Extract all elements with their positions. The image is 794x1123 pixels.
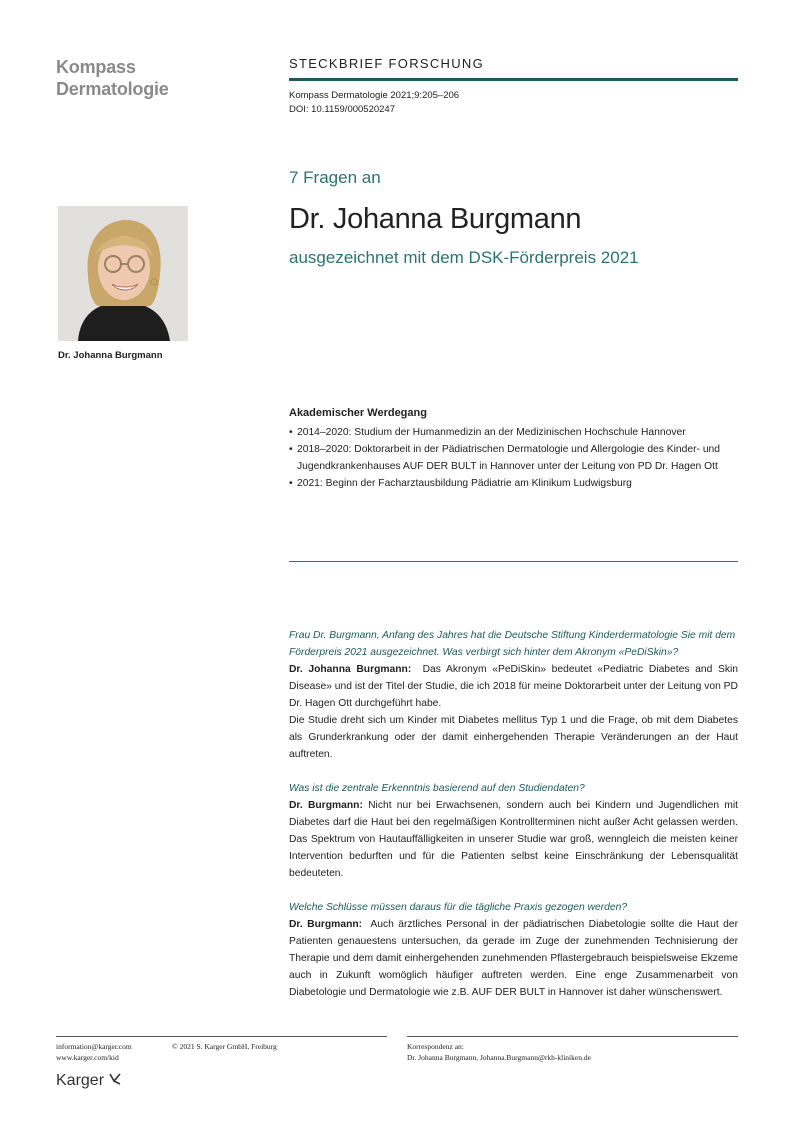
journal-logo xyxy=(56,56,169,100)
speaker-3: Dr. Burgmann: xyxy=(289,919,363,930)
publisher-name: Karger xyxy=(56,1072,105,1089)
page-title: Dr. Johanna Burgmann xyxy=(289,203,582,235)
header-rule xyxy=(289,78,738,81)
question-1: Frau Dr. Burgmann, Anfang des Jahres hat die Deutsche Stiftung Kinderdermatologie Sie mit dem Förderpreis 2021 ausgezeichnet. Was verbirgt sich hinter dem Akronym «PeDiSkin»? xyxy=(289,630,736,658)
section-label: STECKBRIEF FORSCHUNG xyxy=(289,56,485,71)
correspondence-address[interactable]: Dr. Johanna Burgmann, Johanna.Burgmann@rkh-kliniken.de xyxy=(407,1053,591,1062)
footer-web[interactable]: www.karger.com/kid xyxy=(56,1053,119,1062)
footer-copyright: © 2021 S. Karger GmbH, Freiburg xyxy=(172,1042,277,1051)
career-heading: Akademischer Werdegang xyxy=(289,407,427,419)
footer-correspondence xyxy=(407,1041,591,1063)
footer-email[interactable]: information@karger.com xyxy=(56,1042,132,1051)
citation xyxy=(289,89,459,117)
portrait-illustration xyxy=(58,206,188,341)
speaker-2: Dr. Burgmann: xyxy=(289,800,363,811)
portrait-photo xyxy=(58,206,188,341)
career-item: • 2018–2020: Doktorarbeit in der Pädiatrischen Dermatologie und Allergologie des Kinder- und Jugendkrankenhauses AUF DER BULT in Hannover unter der Leitung von PD Dr. Hagen Ott xyxy=(289,444,721,472)
question-3: Welche Schlüsse müssen daraus für die tägliche Praxis gezogen werden? xyxy=(289,902,628,913)
karger-mark-icon xyxy=(108,1072,122,1086)
answer-1b: Die Studie dreht sich um Kinder mit Diabetes mellitus Typ 1 und die Frage, ob mit dem Diabetes als Grunderkrankung oder der damit einhergehenden Therapie Veränderungen an der Haut auftreten. xyxy=(289,715,738,760)
subtitle: ausgezeichnet mit dem DSK-Förderpreis 2021 xyxy=(289,248,639,267)
footer-contact xyxy=(56,1041,132,1063)
interview xyxy=(289,627,738,1001)
career-item: • 2014–2020: Studium der Humanmedizin an der Medizinischen Hochschule Hannover xyxy=(289,427,686,438)
correspondence-label: Korrespondenz an: xyxy=(407,1042,464,1051)
journal-logo-line1: Kompass xyxy=(56,57,136,77)
publisher-logo xyxy=(56,1072,122,1090)
section-divider xyxy=(289,561,738,562)
photo-caption: Dr. Johanna Burgmann xyxy=(58,350,163,361)
career-list xyxy=(289,424,739,492)
answer-1: Dr. Johanna Burgmann: Das Akronym «PeDiSkin» bedeutet «Pediatric Diabetes and Skin Disease» und ist der Titel der Studie, die ich 2018 für meine Doktorarbeit unter der Leitung von PD Dr. Hagen Ott durchgeführt habe. xyxy=(289,664,738,709)
answer-3: Dr. Burgmann: Auch ärztliches Personal in der pädiatrischen Diabetologie sollte die Haut der Patienten genauestens untersuchen, da gerade im Zuge der zunehmenden Technisierung der Therapie und dem damit einhergehenden zunehmenden Pflastergebrauch beispielsweise Ekzeme auch in Zukunft womöglich häufiger auftreten werden. Eine enge Zusammenarbeit von Diabetologie und Dermatologie wie z.B. AUF DER BULT in Hannover ist daher wünschenswert. xyxy=(289,919,738,998)
footer-rule-right xyxy=(407,1036,738,1037)
answer-2: Dr. Burgmann: Nicht nur bei Erwachsenen, sondern auch bei Kindern und Jugendlichen mit Diabetes darf die Haut bei den regelmäßigen Kontrollterminen nicht außer Acht gelassen werden. Das Spektrum von Hautauffälligkeiten in unserer Studie war groß, wenngleich die meisten keiner Intervention bedurften und für die Patienten selbst keine Einschränkung der Lebensqualität bedeuteten. xyxy=(289,800,738,879)
speaker-1: Dr. Johanna Burgmann: xyxy=(289,664,412,675)
citation-journal: Kompass Dermatologie 2021;9:205–206 xyxy=(289,90,460,101)
footer-rule-left xyxy=(56,1036,387,1037)
career-item: • 2021: Beginn der Facharztausbildung Pädiatrie am Klinikum Ludwigsburg xyxy=(289,478,632,489)
question-2: Was ist die zentrale Erkenntnis basierend auf den Studiendaten? xyxy=(289,783,585,794)
journal-logo-line2: Dermatologie xyxy=(56,79,169,99)
citation-doi[interactable]: DOI: 10.1159/000520247 xyxy=(289,104,395,115)
kicker: 7 Fragen an xyxy=(289,168,381,187)
